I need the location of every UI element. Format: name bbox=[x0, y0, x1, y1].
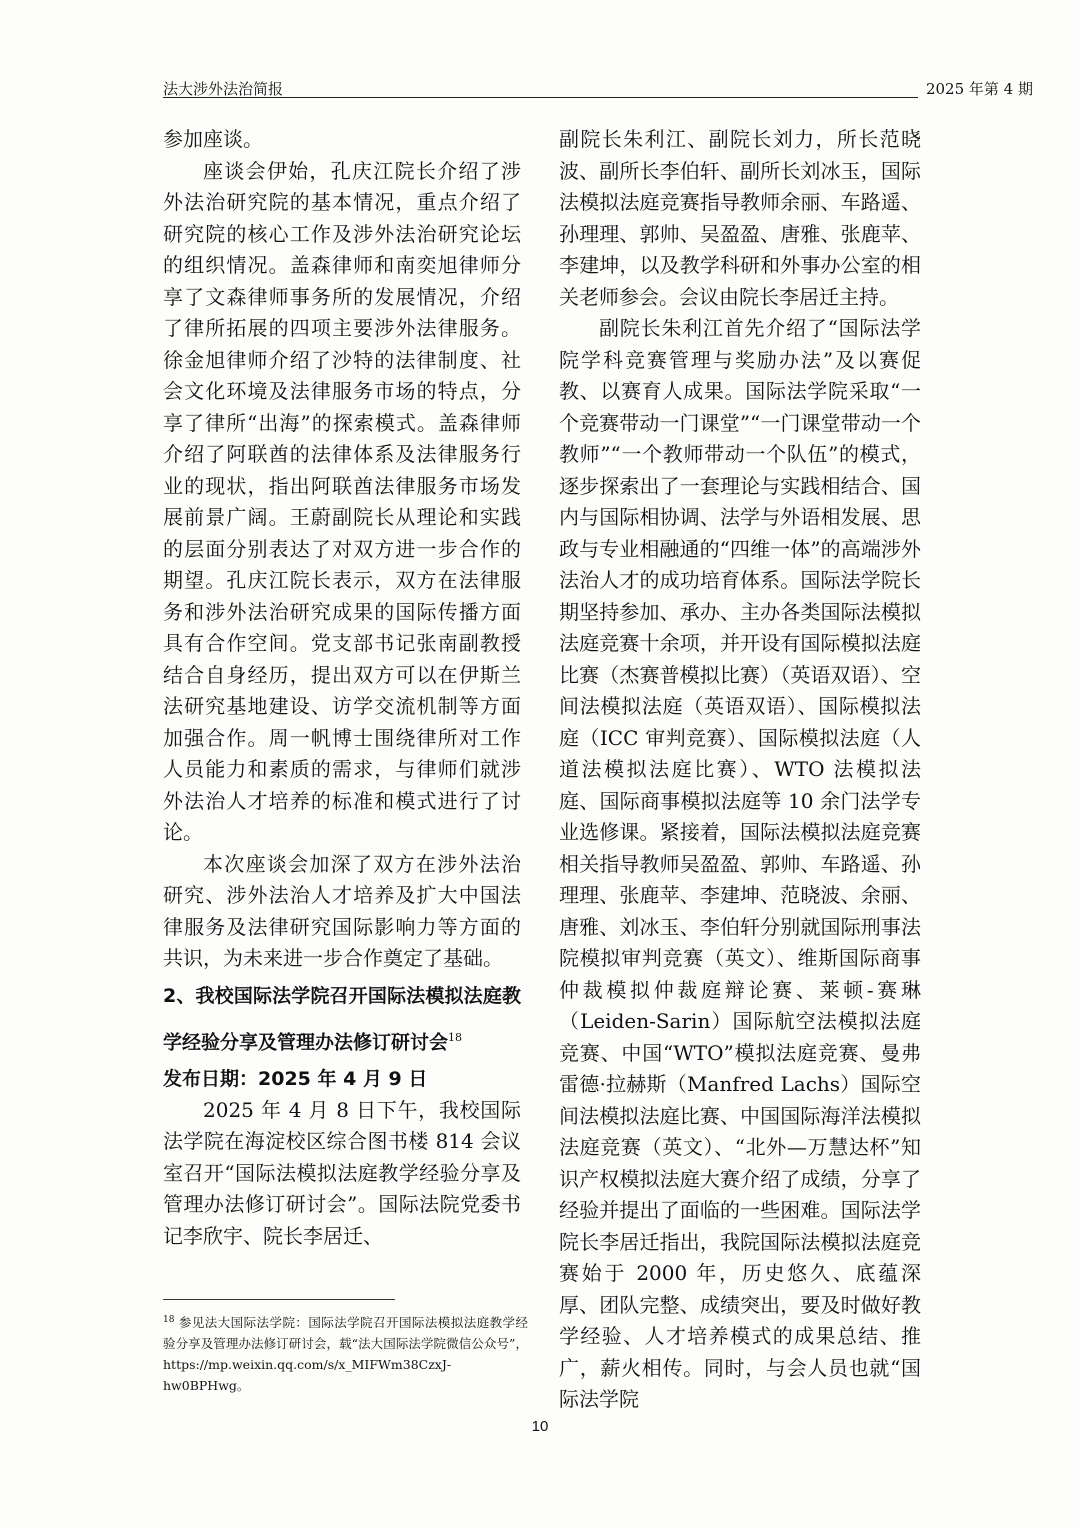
header-divider bbox=[163, 97, 918, 98]
footnote bbox=[163, 1310, 528, 1396]
paragraph: 座谈会伊始，孔庆江院长介绍了涉外法治研究院的基本情况，重点介绍了研究院的核心工作及涉外法治研究论坛的组织情况。盖森律师和南奕旭律师分享了文森律师事务所的发展情况，介绍了律所拓展的四项主要涉外法律服务。徐金旭律师介绍了沙特的法律制度、社会文化环境及法律服务市场的特点，分享了律所“出海”的探索模式。盖森律师介绍了阿联酋的法律体系及法律服务行业的现状，指出阿联酋法律服务市场发展前景广阔。王蔚副院长从理论和实践的层面分别表达了对双方进一步合作的期望。孔庆江院长表示，双方在法律服务和涉外法治研究成果的国际传播方面具有合作空间。党支部书记张南副教授结合自身经历，提出双方可以在伊斯兰法研究基地建设、访学交流机制等方面加强合作。周一帆博士围绕律所对工作人员能力和素质的需求，与律师们就涉外法治人才培养的标准和模式进行了讨论。 bbox=[163, 158, 521, 844]
footnote-divider bbox=[163, 1299, 395, 1300]
section-heading-text: 2、我校国际法学院召开国际法模拟法庭教学经验分享及管理办法修订研讨会 bbox=[163, 984, 521, 1053]
left-column bbox=[163, 124, 521, 1252]
paragraph: 副院长朱利江、副院长刘力，所长范晓波、副所长李伯轩、副所长刘冰玉，国际法模拟法庭竞赛指导教师余丽、车路遥、孙理理、郭帅、吴盈盈、唐雅、张鹿苹、李建坤，以及教学科研和外事办公室的相关老师参会。会议由院长李居迁主持。 bbox=[559, 127, 921, 309]
footnote-ref: 18 bbox=[448, 1030, 463, 1044]
paragraph: 本次座谈会加深了双方在涉外法治研究、涉外法治人才培养及扩大中国法律服务及法律研究国际影响力等方面的共识，为未来进一步合作奠定了基础。 bbox=[163, 851, 521, 970]
publish-date: 发布日期：2025 年 4 月 9 日 bbox=[163, 1067, 428, 1090]
page-number: 10 bbox=[531, 1418, 549, 1435]
issue-label: 2025 年第 4 期 bbox=[925, 80, 1033, 98]
paragraph: 副院长朱利江首先介绍了“国际法学院学科竞赛管理与奖励办法”及以赛促教、以赛育人成果。国际法学院采取“一个竞赛带动一门课堂”“一门课堂带动一个教师”“一个教师带动一个队伍”的模式，逐步探索出了一套理论与实践相结合、国内与国际相协调、法学与外语相发展、思政与专业相融通的“四维一体”的高端涉外法治人才的成功培育体系。国际法学院长期坚持参加、承办、主办各类国际法模拟法庭竞赛十余项，并开设有国际模拟法庭比赛（杰赛普模拟比赛）（英语双语）、空间法模拟法庭（英语双语）、国际模拟法庭（ICC 审判竞赛）、国际模拟法庭（人道法模拟法庭比赛）、WTO 法模拟法庭、国际商事模拟法庭等 10 余门法学专业选修课。紧接着，国际法模拟法庭竞赛相关指导教师吴盈盈、郭帅、车路遥、孙理理、张鹿苹、李建坤、范晓波、余丽、唐雅、刘冰玉、李伯轩分别就国际刑事法院模拟审判竞赛（英文）、维斯国际商事仲裁模拟仲裁庭辩论赛、莱顿-赛琳（Leiden-Sarin）国际航空法模拟法庭竞赛、中国“WTO”模拟法庭竞赛、曼弗雷德·拉赫斯（Manfred Lachs）国际空间法模拟法庭比赛、中国国际海洋法模拟法庭竞赛（英文）、“北外—万慧达杯”知识产权模拟法庭大赛介绍了成绩，分享了经验并提出了面临的一些困难。国际法学院长李居迁指出，我院国际法模拟法庭竞赛始于 2000 年，历史悠久、底蕴深厚、团队完整、成绩突出，要及时做好教学经验、人才培养模式的成果总结、推广，薪火相传。同时，与会人员也就“国际法学院 bbox=[559, 316, 921, 1411]
paragraph: 参加座谈。 bbox=[163, 127, 263, 151]
section-heading bbox=[163, 975, 521, 1063]
footnote-text: 参见法大国际法学院：国际法学院召开国际法模拟法庭教学经验分享及管理办法修订研讨会，载“法大国际法学院微信公众号”，https://mp.weixin.qq.com/s/x_MIFWm38CzxJ-hw0BPHwg。 bbox=[163, 1315, 528, 1394]
right-column bbox=[559, 124, 921, 1416]
publication-title: 法大涉外法治简报 bbox=[163, 80, 284, 98]
footnote-number: 18 bbox=[163, 1315, 175, 1325]
paragraph: 2025 年 4 月 8 日下午，我校国际法学院在海淀校区综合图书楼 814 会议室召开“国际法模拟法庭教学经验分享及管理办法修订研讨会”。国际法院党委书记李欣宇、院长李居迁、 bbox=[163, 1097, 521, 1248]
